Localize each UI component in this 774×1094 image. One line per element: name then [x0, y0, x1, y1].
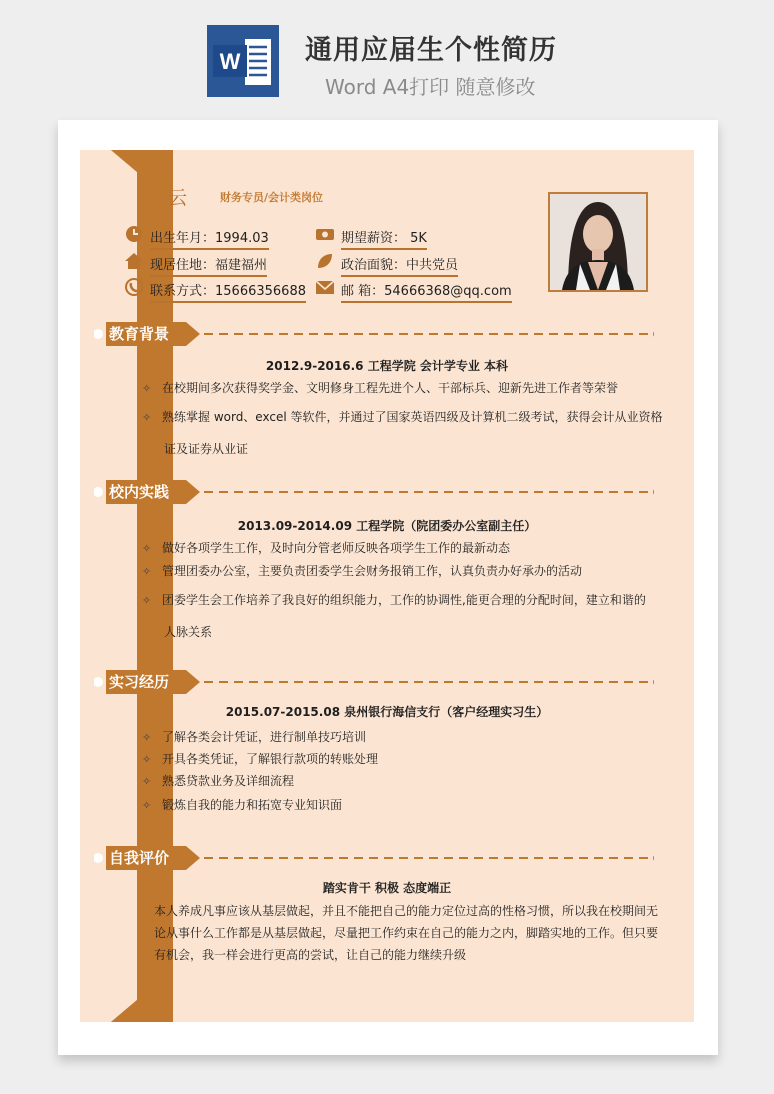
banner-title: 通用应届生个性简历 — [305, 35, 557, 66]
word-logo-icon — [207, 25, 279, 97]
section-internship-heading — [94, 670, 654, 700]
section-education-heading — [94, 322, 654, 352]
campus-item: ✧ 团委学生会工作培养了我良好的组织能力，工作的协调性,能更合理的分配时间，建立和谐的 — [142, 593, 646, 607]
clock-icon — [124, 225, 144, 243]
self-eval-line: 有机会，我一样会进行更高的尝试，让自己的能力继续升级 — [154, 948, 467, 962]
internship-item: ✧ 了解各类会计凭证，进行制单技巧培训 — [142, 730, 367, 744]
campus-item: ✧ 做好各项学生工作，及时向分管老师反映各项学生工作的最新动态 — [142, 541, 511, 555]
info-residence-text: 现居住地：福建福州 — [150, 258, 268, 273]
info-residence — [150, 254, 267, 277]
section-education-title: 教育背景 — [109, 325, 170, 343]
internship-item: ✧ 熟悉贷款业务及详细流程 — [142, 774, 295, 788]
self-eval-line: 本人养成凡事应该从基层做起，并且不能把自己的能力定位过高的性格习惯，所以我在校期间无 — [154, 904, 659, 918]
internship-item: ✧ 锻炼自我的能力和拓宽专业知识面 — [142, 798, 343, 812]
section-internship-title: 实习经历 — [109, 673, 170, 691]
section-ribbon — [94, 322, 654, 352]
info-birth — [150, 227, 269, 250]
leaf-icon — [315, 252, 335, 270]
info-salary-text: 期望薪资： 5K — [341, 231, 427, 246]
info-email — [341, 280, 512, 303]
section-self-eval-heading — [94, 846, 654, 876]
education-subhead: 2012.9-2016.6 工程学院 会计学专业 本科 — [265, 359, 509, 373]
internship-item: ✧ 开具各类凭证，了解银行款项的转账处理 — [142, 752, 379, 766]
logo-letter: W — [219, 49, 241, 74]
campus-item: ✧ 管理团委办公室，主要负责团委学生会财务报销工作，认真负责办好承办的活动 — [142, 564, 583, 578]
info-birth-text: 出生年月：1994.03 — [150, 231, 269, 246]
resume-panel — [80, 150, 694, 1022]
job-target: 财务专员/会计类岗位 — [220, 191, 324, 204]
section-ribbon — [94, 670, 654, 700]
education-item: ✧ 熟练掌握 word、excel 等软件，并通过了国家英语四级及计算机二级考试，获得会计从业资格 — [142, 410, 663, 424]
self-eval-subhead: 踏实肯干 积极 态度端正 — [322, 881, 452, 895]
banner-header — [0, 0, 774, 115]
profile-photo — [548, 192, 648, 292]
info-political — [341, 254, 458, 277]
name-fragment: 云 — [168, 187, 188, 209]
banner-subtitle: Word A4打印 随意修改 — [325, 75, 536, 99]
education-item-continuation: 证及证券从业证 — [164, 442, 249, 456]
campus-subhead: 2013.09-2014.09 工程学院（院团委办公室副主任） — [237, 519, 537, 533]
section-self-eval-title: 自我评价 — [109, 849, 170, 867]
education-item: ✧ 在校期间多次获得奖学金、文明修身工程先进个人、干部标兵、迎新先进工作者等荣誉 — [142, 381, 619, 395]
section-campus-heading — [94, 480, 654, 510]
wallet-icon — [315, 225, 335, 243]
home-icon — [124, 252, 144, 270]
info-email-text: 邮 箱：54666368@qq.com — [341, 284, 512, 299]
internship-subhead: 2015.07-2015.08 泉州银行海信支行（客户经理实习生） — [225, 705, 549, 719]
campus-item-continuation: 人脉关系 — [164, 625, 213, 639]
info-phone — [150, 280, 306, 303]
mail-icon — [315, 278, 335, 296]
info-political-text: 政治面貌：中共党员 — [341, 258, 459, 273]
phone-icon — [124, 278, 144, 296]
section-ribbon — [94, 846, 654, 876]
section-campus-title: 校内实践 — [109, 483, 170, 501]
section-ribbon — [94, 480, 654, 510]
info-phone-text: 联系方式：15666356688 — [150, 284, 306, 299]
info-salary — [341, 227, 427, 250]
self-eval-line: 论从事什么工作都是从基层做起，尽量把工作约束在自己的能力之内，脚踏实地的工作。但只要 — [154, 926, 659, 940]
